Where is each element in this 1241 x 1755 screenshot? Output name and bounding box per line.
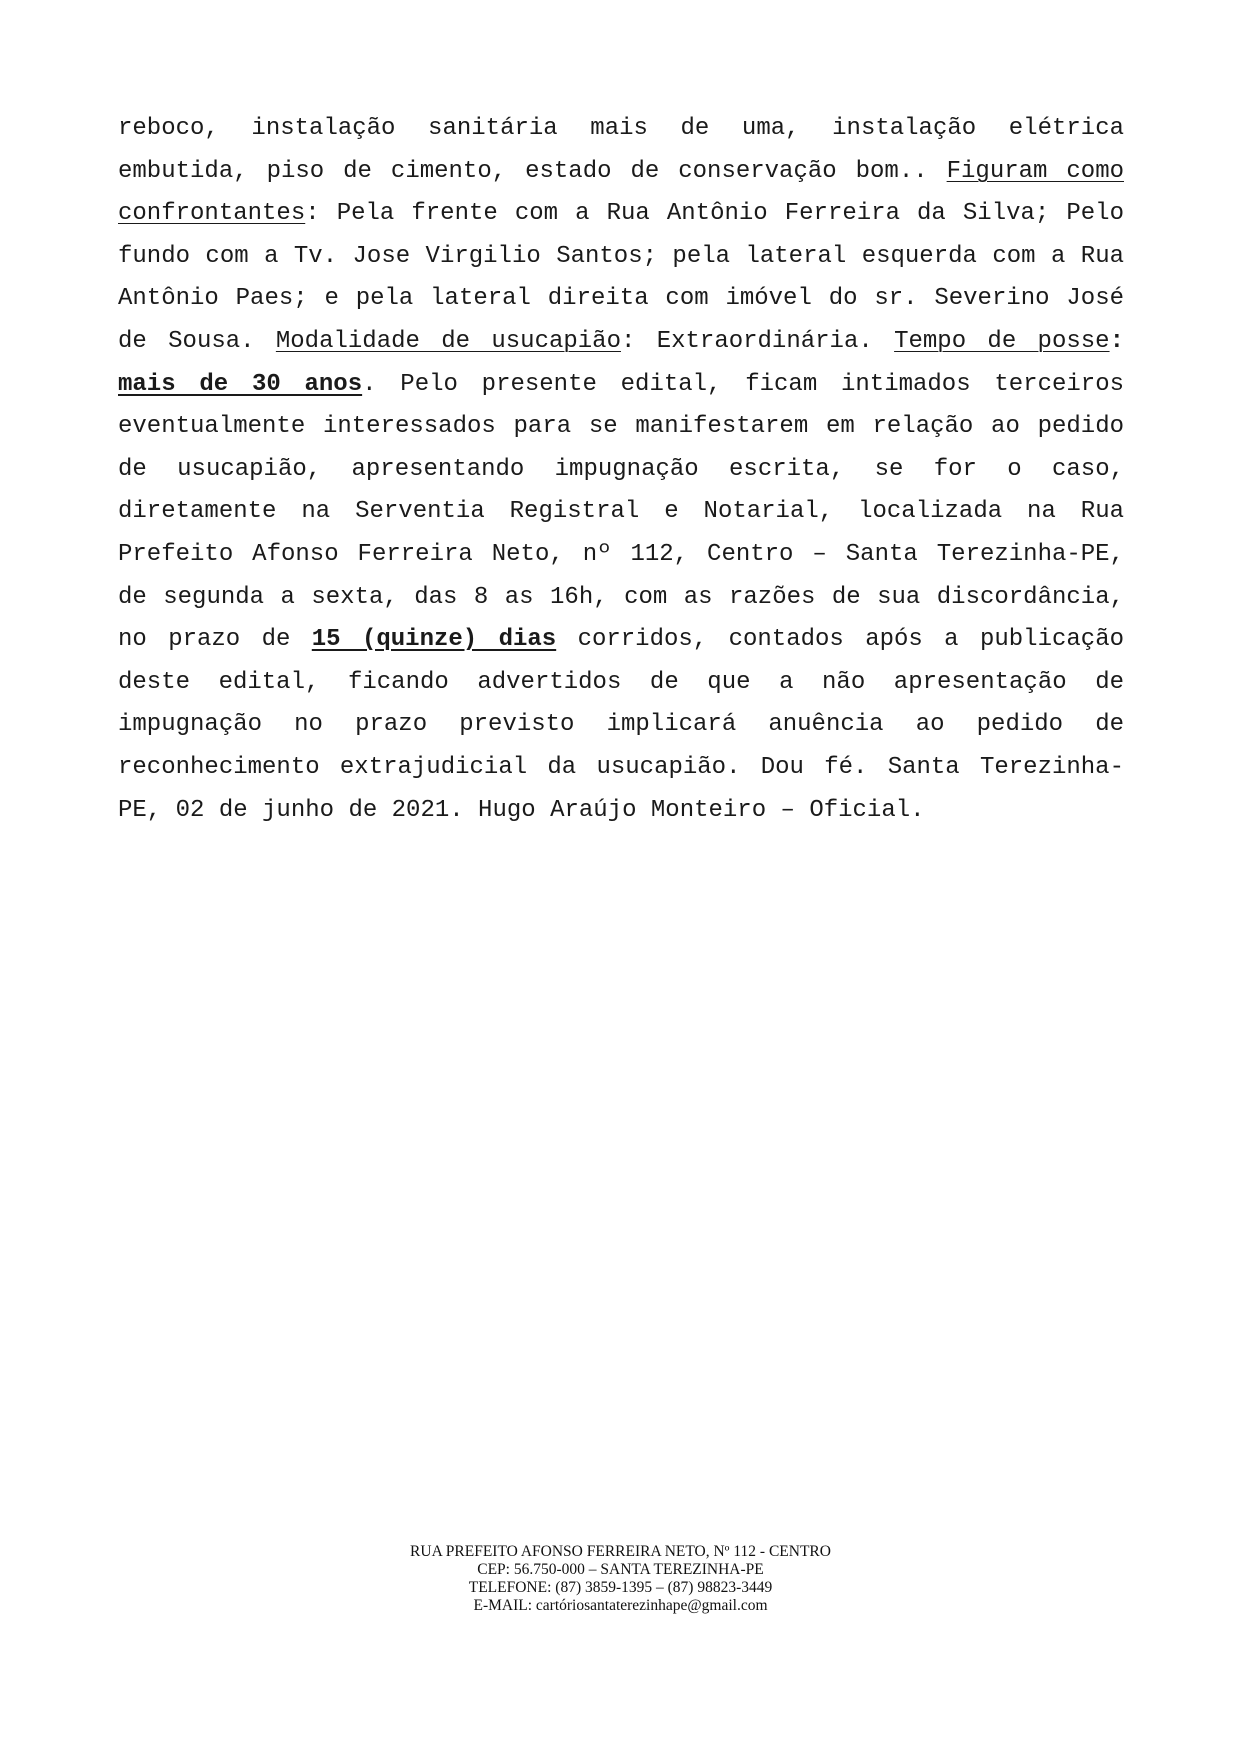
label-confrontantes: Figuram como confrontantes bbox=[118, 157, 1124, 228]
footer-phone: TELEFONE: (87) 3859-1395 – (87) 98823-3449 bbox=[468, 1579, 773, 1596]
label-tempo-de-posse: Tempo de posse bbox=[894, 327, 1110, 355]
edital-paragraph bbox=[118, 108, 1124, 832]
page-footer bbox=[0, 1543, 1241, 1615]
footer-address: RUA PREFEITO AFONSO FERREIRA NETO, Nº 112 - CENTRO bbox=[410, 1543, 831, 1560]
text-segment: corridos, contados após a publicação deste edital, ficando advertidos de que a não apresentação de impugnação no prazo previsto implicará anuência ao pedido de reconhecimento extrajudicial da usucapião. Dou fé. Santa Terezinha-PE, 02 de junho de 2021. Hugo Araújo Monteiro – Oficial. bbox=[118, 626, 1124, 824]
text-segment: . Pelo presente edital, ficam intimados terceiros eventualmente interessados para se manifestarem em relação ao pedido de usucapião, apresentando impugnação escrita, se for o caso, diretamente na Serventia Registral e Notarial, localizada na Rua Prefeito Afonso Ferreira Neto, nº 112, Centro – Santa Terezinha-PE, de segunda a sexta, das 8 as 16h, com as razões de sua discordância, no prazo de bbox=[118, 370, 1124, 654]
text-segment: : Pela frente com a Rua Antônio Ferreira da Silva; Pelo fundo com a Tv. Jose Virgilio Santos; pela lateral esquerda com a Rua Antônio Paes; e pela lateral direita com imóvel do sr. Severino José de Sousa. bbox=[118, 200, 1124, 355]
text-segment: : bbox=[1109, 327, 1124, 355]
footer-email: E-MAIL: cartóriosantaterezinhape@gmail.com bbox=[473, 1597, 768, 1614]
label-modalidade: Modalidade de usucapião bbox=[275, 327, 621, 355]
text-segment: : Extraordinária. bbox=[620, 327, 895, 355]
prazo-value: 15 (quinze) dias bbox=[311, 626, 557, 654]
text-segment: reboco, instalação sanitária mais de uma, instalação elétrica embutida, piso de cimento, estado de conservação bom.. bbox=[118, 115, 1124, 185]
footer-cep: CEP: 56.750-000 – SANTA TEREZINHA-PE bbox=[477, 1561, 764, 1578]
tempo-de-posse-value: mais de 30 anos bbox=[118, 370, 363, 398]
